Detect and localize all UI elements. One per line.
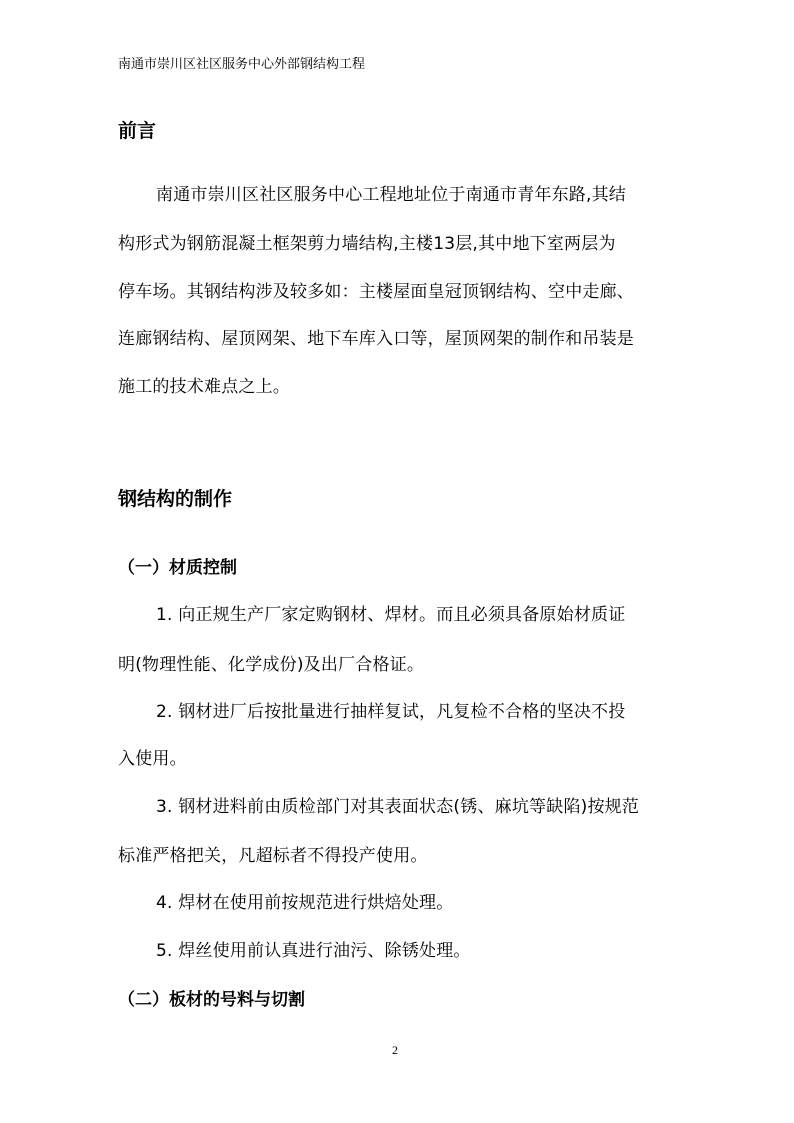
plate-cutting-heading: （二）板材的号料与切割 <box>118 990 305 1010</box>
preface-heading: 前言 <box>118 120 157 142</box>
item-1-line-1: 1. 向正规生产厂家定购钢材、焊材。而且必须具备原始材质证 <box>156 605 626 625</box>
item-1-line-2: 明(物理性能、化学成份)及出厂合格证。 <box>118 655 425 675</box>
material-control-heading: （一）材质控制 <box>118 558 237 578</box>
preface-line-2: 构形式为钢筋混凝土框架剪力墙结构,主楼13层,其中地下室两层为 <box>118 234 616 254</box>
fabrication-heading: 钢结构的制作 <box>118 488 233 510</box>
preface-line-3: 停车场。其钢结构涉及较多如：主楼屋面皇冠顶钢结构、空中走廊、 <box>118 282 634 302</box>
item-5: 5. 焊丝使用前认真进行油污、除锈处理。 <box>156 941 471 961</box>
document-header: 南通市崇川区社区服务中心外部钢结构工程 <box>118 57 366 72</box>
preface-line-1: 南通市崇川区社区服务中心工程地址位于南通市青年东路,其结 <box>156 185 627 205</box>
preface-line-5: 施工的技术难点之上。 <box>118 377 290 397</box>
page-number: 2 <box>392 1043 398 1057</box>
item-3-line-1: 3. 钢材进料前由质检部门对其表面状态(锈、麻坑等缺陷)按规范 <box>156 797 640 817</box>
preface-line-4: 连廊钢结构、屋顶网架、地下车库入口等，屋顶网架的制作和吊装是 <box>118 329 634 349</box>
item-4: 4. 焊材在使用前按规范进行烘焙处理。 <box>156 893 454 913</box>
item-3-line-2: 标准严格把关，凡超标者不得投产使用。 <box>118 846 428 866</box>
item-2-line-2: 入使用。 <box>118 749 187 769</box>
item-2-line-1: 2. 钢材进厂后按批量进行抽样复试，凡复检不合格的坚决不投 <box>156 702 626 722</box>
